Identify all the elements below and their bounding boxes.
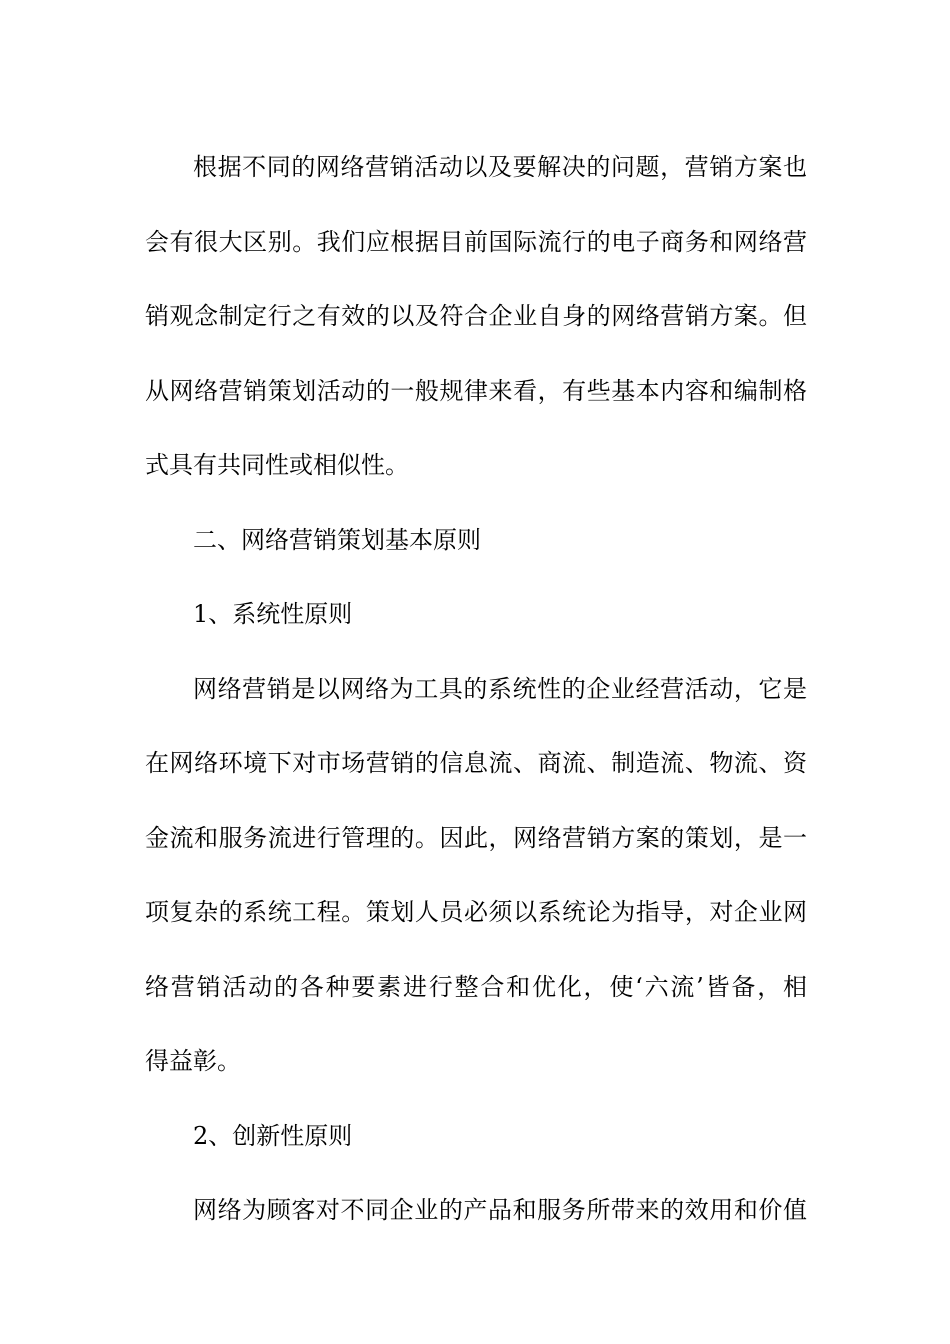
paragraph-line: 络营销活动的各种要素进行整合和优化，使‘六流’皆备，相	[145, 972, 807, 1001]
paragraph-line: 销观念制定行之有效的以及符合企业自身的网络营销方案。但	[145, 302, 807, 330]
paragraph-line: 会有很大区别。我们应根据目前国际流行的电子商务和网络营	[145, 227, 807, 256]
paragraph-2	[145, 652, 807, 1099]
document-page	[145, 130, 807, 1248]
paragraph-3	[145, 1173, 807, 1248]
section-heading: 二、网络营销策划基本原则	[193, 525, 481, 554]
subheading-innovation-principle: 2、创新性原则	[193, 1121, 353, 1150]
paragraph-line: 金流和服务流进行管理的。因此，网络营销方案的策划，是一	[145, 823, 807, 852]
paragraph-line: 得益彰。	[145, 1047, 241, 1075]
paragraph-line: 式具有共同性或相似性。	[145, 451, 409, 479]
paragraph-1	[145, 130, 807, 503]
paragraph-line: 根据不同的网络营销活动以及要解决的问题，营销方案也	[193, 153, 807, 181]
paragraph-line: 项复杂的系统工程。策划人员必须以系统论为指导，对企业网	[145, 898, 807, 926]
paragraph-line: 网络营销是以网络为工具的系统性的企业经营活动，它是	[193, 674, 807, 703]
paragraph-line: 从网络营销策划活动的一般规律来看，有些基本内容和编制格	[145, 376, 807, 405]
subheading-system-principle: 1、系统性原则	[193, 600, 353, 628]
paragraph-line: 在网络环境下对市场营销的信息流、商流、制造流、物流、资	[145, 749, 807, 777]
paragraph-line: 网络为顾客对不同企业的产品和服务所带来的效用和价值	[193, 1196, 807, 1224]
